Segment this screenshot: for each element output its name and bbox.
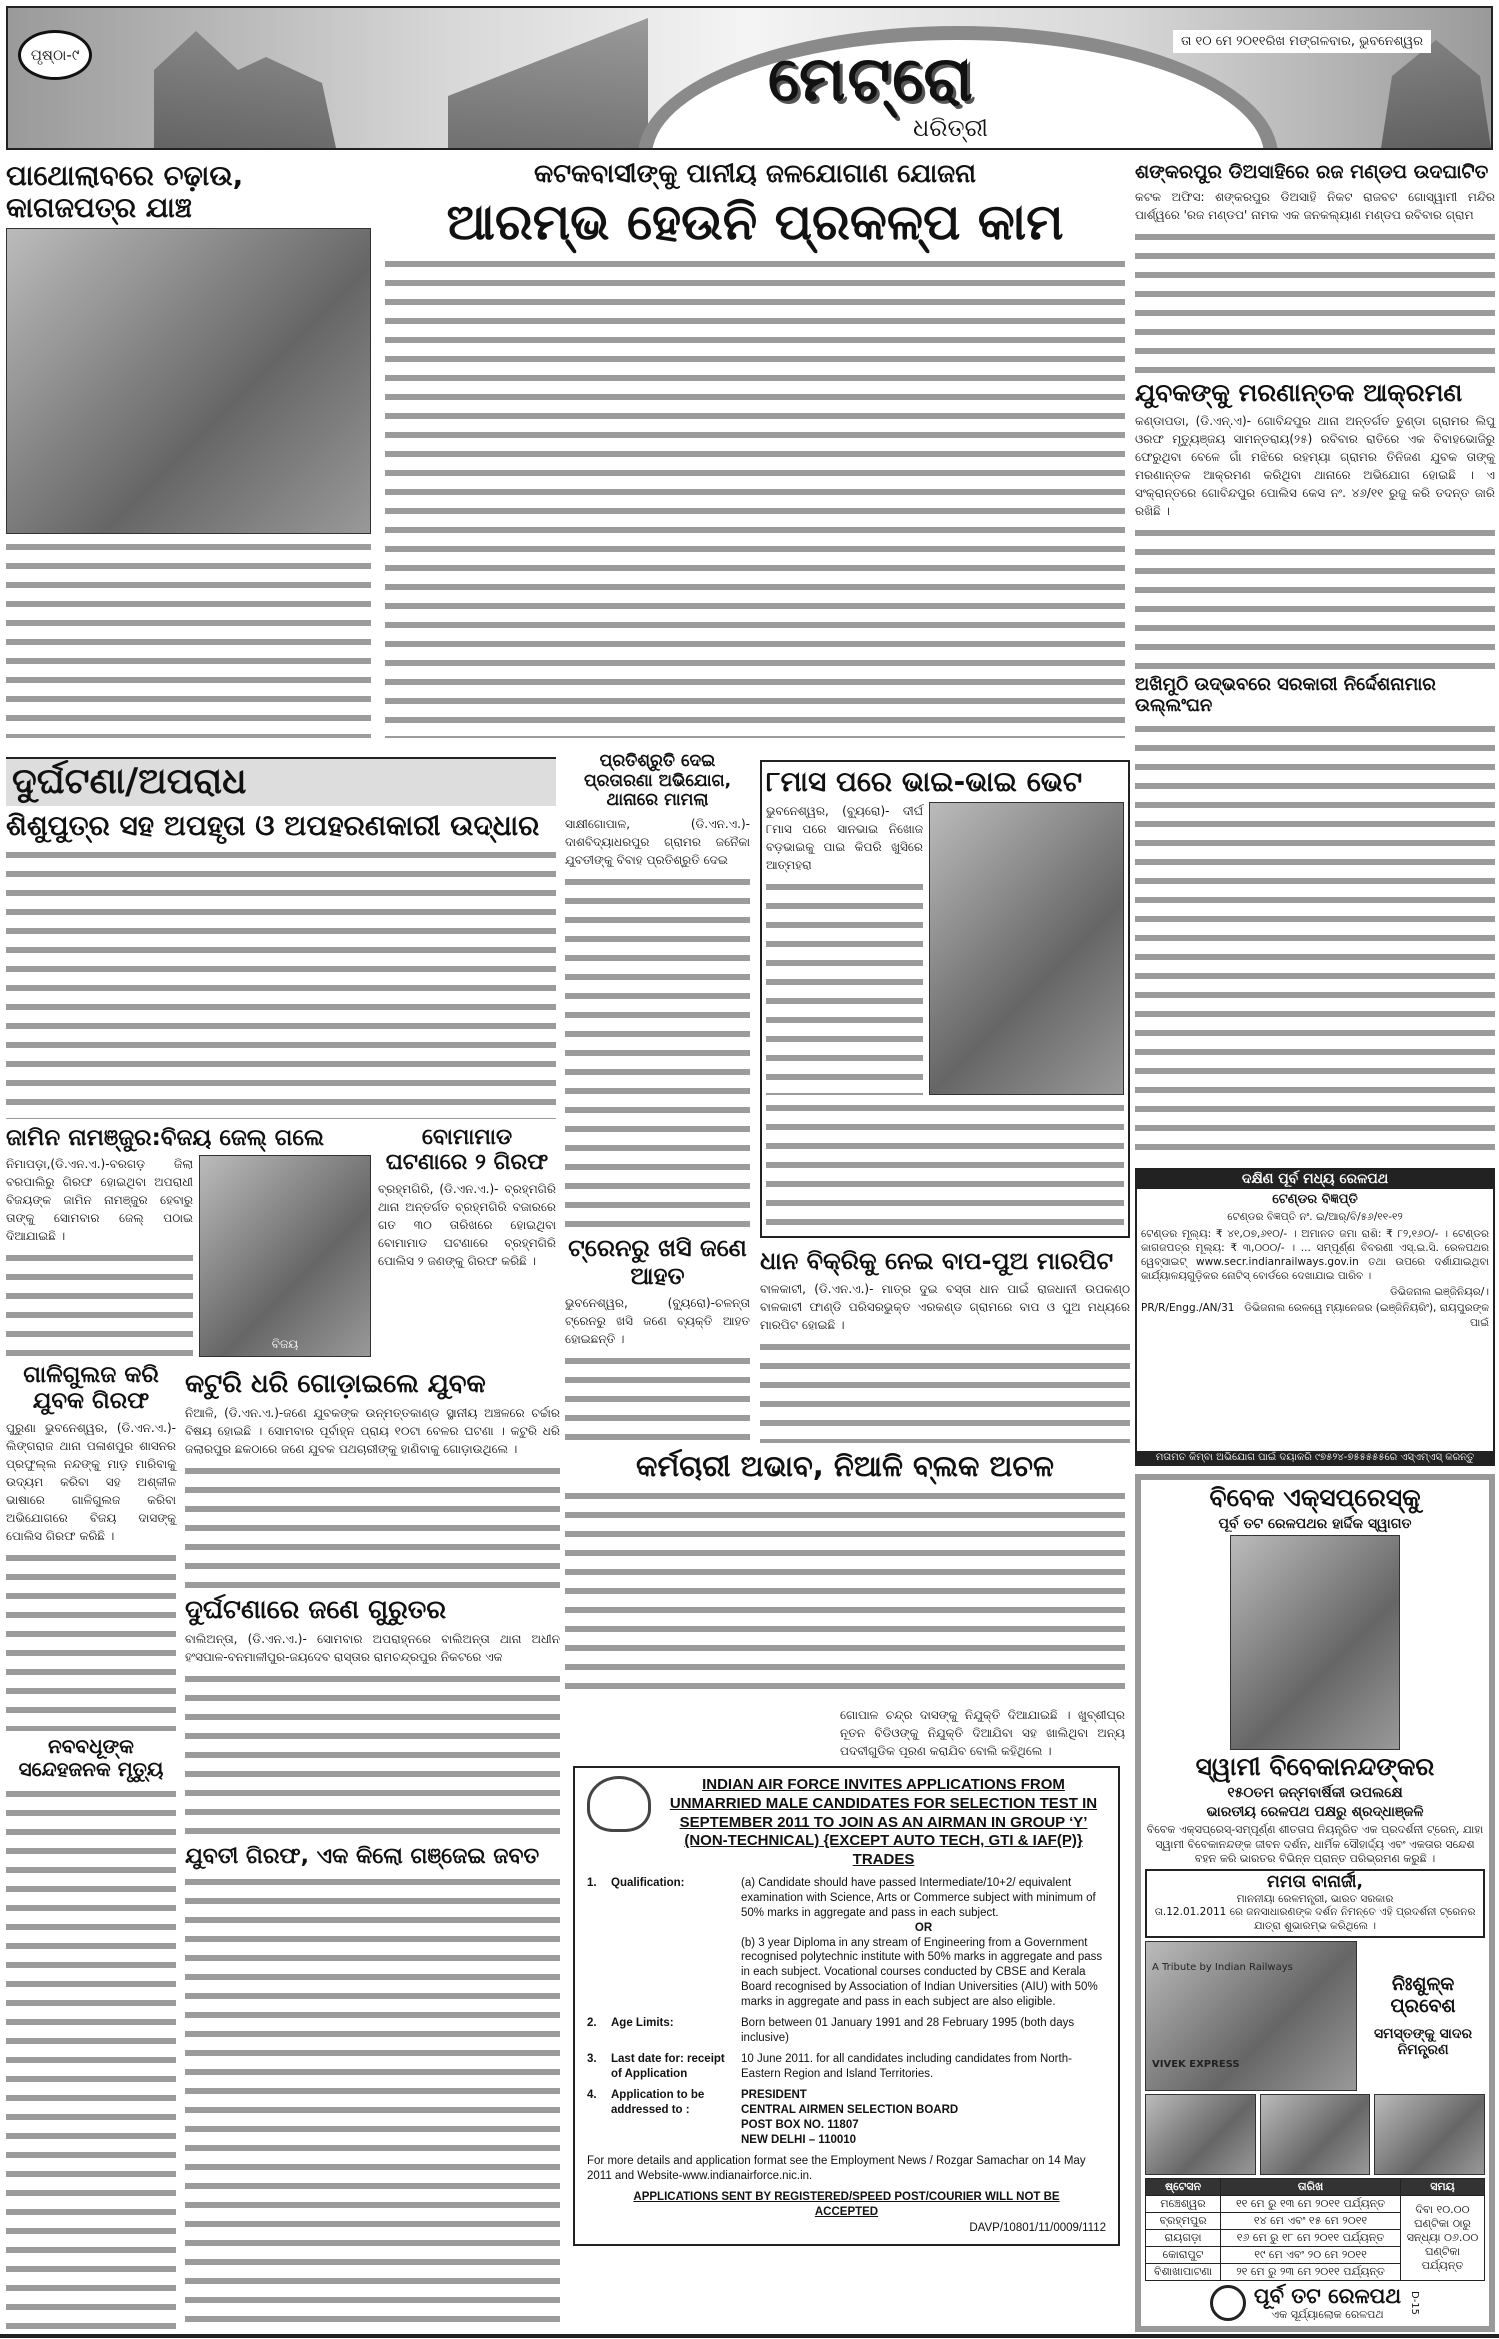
headline-bride: ନବବଧୂଙ୍କ ସନ୍ଦେହଜନକ ମୃତ୍ୟୁ bbox=[18, 1733, 164, 1781]
railway-emblem-icon bbox=[1210, 2285, 1246, 2321]
article-body bbox=[1135, 720, 1495, 1162]
train-name: VIVEK EXPRESS bbox=[1152, 2059, 1240, 2071]
article-lead: ବ୍ରହ୍ମଗିରି, (ଡି.ଏନ.ଏ.)- ବ୍ରହ୍ମଗିରି ଥାନା ଅନ୍ତର୍ଗତ ବ୍ରହ୍ମଗିରି ବଜାରରେ ଗତ ୩୦ ତାରିଖରେ ହୋଇଥିବା ବୋମାମାଡ ଘଟଣାରେ ବ୍ରହ୍ମଗିରି ପୋଲିସ ୨ ଜଣଙ୍କୁ ଗିରଫ କରିଛି । bbox=[378, 1181, 556, 1268]
article-lead: ବାଳକାଟୀ, (ଡି.ଏନ.ଏ.)- ମାତ୍ର ଦୁଇ ବସ୍ତା ଧାନ ପାଇଁ ରାଜଧାନୀ ଉପକଣ୍ଠ ବାଳକାଟୀ ଫାଣ୍ଡି ପରିସରଭୁକ୍ତ ଏରକଣ୍ଡ ଗ୍ରାମରେ ବାପ ଓ ପୁଅ ମଧ୍ୟରେ ମାରପିଟ ହୋଇଛି । bbox=[760, 1281, 1130, 1332]
cell: ୧୯ ମେ ଏବଂ ୨୦ ମେ ୨୦୧୧ bbox=[1221, 2246, 1401, 2263]
item-value: (b) 3 year Diploma in any stream of Engineering from a Government recognised polytechnic institute with 50% marks in aggregate and pass in each subject. Vocational courses conducted by CBSE and Kerala Board recognised by Association of Indian Universities (AIU) with 50% marks in aggregate and pass in each subject are also eligible. bbox=[741, 1936, 1103, 2009]
article-body bbox=[385, 255, 1125, 738]
article-body bbox=[185, 1462, 560, 1593]
exhibit-photo bbox=[1374, 2094, 1485, 2175]
article-body bbox=[6, 846, 556, 1119]
iaf-warning: APPLICATIONS SENT BY REGISTERED/SPEED POST/COURIER WILL NOT BE ACCEPTED bbox=[633, 2190, 1060, 2218]
iaf-ad bbox=[573, 1766, 1120, 2246]
article-body bbox=[766, 1099, 1124, 1232]
exhibit-photo bbox=[1260, 2094, 1371, 2175]
headline-main: ଆରମ୍ଭ ହେଉନି ପ୍ରକଳ୍ପ କାମ bbox=[446, 192, 1064, 251]
free-entry: ନିଃଶୁଳ୍କ ପ୍ରବେଶ bbox=[1390, 1973, 1456, 2017]
ecor-tagline: ଏକ ସୂର୍ଯ୍ୟାଲୋକ ରେଳପଥ bbox=[1271, 2308, 1384, 2322]
tender-sign: ଡିଭିଜନାଲ ଇଞ୍ଜିନିୟର/। bbox=[1390, 1286, 1489, 1299]
headline-ganja: ଯୁବତୀ ଗିରଫ, ଏକ କିଲୋ ଗଞ୍ଜେଇ ଜବତ bbox=[185, 1843, 540, 1869]
article-lead: ଭୁବନେଶ୍ୱର, (ବ୍ୟୁରୋ)-ଚଳନ୍ତା ଟ୍ରେନରୁ ଖସି ଜଣେ ବ୍ୟକ୍ତି ଆହତ ହୋଇଛନ୍ତି । bbox=[565, 1296, 750, 1347]
or-label: OR bbox=[914, 1921, 933, 1934]
headline-abuse: ଗାଳିଗୁଲଜ କରି ଯୁବକ ଗିରଫ bbox=[23, 1362, 159, 1415]
cell: ୨୧ ମେ ରୁ ୨୩ ମେ ୨୦୧୧ ପର୍ଯ୍ୟନ୍ତ bbox=[1221, 2263, 1401, 2280]
article-lead: ନିଆଳି, (ଡି.ଏନ.ଏ.)-ଜଣେ ଯୁବକଙ୍କ ଉନ୍ମତ୍ତକାଣ୍ଡ ସ୍ଥାନୀୟ ଅଞ୍ଚଳରେ ଚର୍ଚ୍ଚାର ବିଷୟ ହୋଇଛି । ସୋମବାର ପୂର୍ବାହ୍ନ ପ୍ରାୟ ୧୦ଟା ବେଳର ଘଟଣା । କଟୁରି ଧରି ଜଲାରପୁର ଛକଠାରେ ଜଣେ ଯୁବକ ପଥଚାରୀଙ୍କୁ ହାଣିବାକୁ ଗୋଡ଼ାଉଥିଲେ । bbox=[185, 1405, 560, 1456]
headline-bail: ଜାମିନ ନାମଞ୍ଜୁର:ବିଜୟ ଜେଲ୍ ଗଲେ bbox=[6, 1125, 324, 1151]
headline-child-rescue: ଶିଶୁପୁତ୍ର ସହ ଅପହୃତା ଓ ଅପହରଣକାରୀ ଉଦ୍ଧାର bbox=[6, 808, 540, 842]
col-date: ତାରିଖ bbox=[1221, 2178, 1401, 2195]
headline-staff: କର୍ମଚାରୀ ଅଭାବ, ନିଆଳି ବ୍ଲକ ଅଚଳ bbox=[636, 1449, 1054, 1483]
item-value: PRESIDENT CENTRAL AIRMEN SELECTION BOARD POST BOX NO. 11807 NEW DELHI – 110010 bbox=[741, 2088, 959, 2146]
invitation: ସମସ୍ତଙ୍କୁ ସାଦର ନିମନ୍ତ୍ରଣ bbox=[1374, 2025, 1473, 2058]
vivek-desc: ବିବେକ ଏକ୍ସପ୍ରେସ୍-ସମ୍ପୂର୍ଣ୍ଣ ଶୀତତାପ ନିୟନ୍ତ୍ରିତ ଏକ ପ୍ରଦର୍ଶନୀ ଟ୍ରେନ୍, ଯାହା ସ୍ୱାମୀ ବିବେକାନନ୍ଦଙ୍କ ଜୀବନ ଦର୍ଶନ, ଧାର୍ମିକ ସୌହାର୍ଦ୍ଦ୍ୟ ଏବଂ ଏକତାର ସନ୍ଦେଶ ବହନ କରି ଭାରତର ବିଭିନ୍ନ ପ୍ରାନ୍ତ ପରିଭ୍ରମଣ କରୁଛି । bbox=[1146, 1823, 1484, 1865]
building-image bbox=[448, 18, 648, 148]
article-body bbox=[6, 538, 371, 738]
article-body bbox=[6, 1785, 176, 2330]
logo-sub: ଧରିତ୍ରୀ bbox=[913, 114, 988, 142]
item-value: Born between 01 January 1991 and 28 February 1995 (both days inclusive) bbox=[741, 2017, 1075, 2045]
cell-time: ଦିବା ୧୦.୦୦ ଘଣ୍ଟିକା ଠାରୁ ସନ୍ଧ୍ୟା ୦୬.୦୦ ଘଣ୍ଟିକା ପର୍ଯ୍ୟନ୍ତ bbox=[1401, 2195, 1485, 2280]
cell: ୧୧ ମେ ରୁ ୧୩ ମେ ୨୦୧୧ ପର୍ଯ୍ୟନ୍ତ bbox=[1221, 2195, 1401, 2212]
article-body bbox=[565, 873, 750, 1232]
article-photo bbox=[6, 228, 371, 533]
item-number: 1. bbox=[587, 1876, 597, 1889]
item-label: Age Limits: bbox=[611, 2017, 674, 2030]
vivek-express-ad bbox=[1135, 1474, 1495, 2332]
cell: ୧୪ ମେ ଏବଂ ୧୫ ମେ ୨୦୧୧ bbox=[1221, 2212, 1401, 2229]
tender-org: ଦକ୍ଷିଣ ପୂର୍ବ ମଧ୍ୟ ରେଳପଥ bbox=[1137, 1170, 1493, 1189]
tender-ad bbox=[1135, 1168, 1495, 1466]
minister-note: ତା.12.01.2011 ରେ ଜନସାଧାରଣଙ୍କ ଦର୍ଶନ ନିମନ୍ତେ ଏହି ପ୍ରଦର୍ଶନୀ ଟ୍ରେନର ଯାତ୍ରା ଶୁଭାରମ୍ଭ କରିଥିଲେ । bbox=[1154, 1906, 1476, 1933]
article-body bbox=[565, 1487, 1125, 1702]
tender-number: ଟେଣ୍ଡର ବିଜ୍ଞପ୍ତି ନଂ. ଇ/ଆର୍/ବି/୫୬/୧୧-୧୨ bbox=[1227, 1211, 1403, 1224]
section-header: ଦୁର୍ଘଟଣା/ଅପରାଧ bbox=[6, 757, 556, 806]
item-value: 10 June 2011. for all candidates including candidates from North-Eastern Region and Island Territories. bbox=[741, 2053, 1072, 2080]
article-lead: ପୁରୁଣା ଭୁବନେଶ୍ୱର, (ଡି.ଏନ.ଏ.)- ଲିଙ୍ଗରାଜ ଥାନା ପଳାଶପୁର ଶାସନର ପ୍ରଫୁଲ୍ଲ ନନ୍ଦଙ୍କୁ ମାଡ଼ ମାରିବାକୁ ଉଦ୍ୟମ କରିବା ସହ ଅଶ୍ଳୀଳ ଭାଷାରେ ଗାଳିଗୁଲଜ କରିବା ଅଭିଯୋଗରେ ବିଜୟ ଦାସଙ୍କୁ ପୋଲିସ ଗିରଫ କରିଛି । bbox=[6, 1420, 176, 1543]
iaf-code: DAVP/10801/11/0009/1112 bbox=[969, 2222, 1106, 2235]
headline-raja-mandap: ଶଙ୍କରପୁର ଡିଅସାହିରେ ରଜ ମଣ୍ଡପ ଉଦଘାଟିତ bbox=[1135, 161, 1489, 183]
headline-brothers: ୮ମାସ ପରେ ଭାଇ-ଭାଇ ଭେଟ bbox=[766, 765, 1083, 798]
vivek-line1: ୧୫୦ତମ ଜନ୍ମବାର୍ଷିକୀ ଉପଲକ୍ଷେ bbox=[1227, 1785, 1403, 1802]
date-line: ତା ୧୦ ମେ ୨୦୧୧ରିଖ ମଙ୍ଗଳବାର, ଭୁବନେଶ୍ୱର bbox=[1173, 30, 1431, 53]
item-number: 2. bbox=[587, 2017, 597, 2030]
article-body bbox=[6, 1549, 176, 1731]
tender-footer: ମତାମତ କିମ୍ବା ଅଭିଯୋଗ ପାଇଁ ଦୟାକରି ୯୭୫୨୪-୭୫୫୫୫୫ରେ ଏସ୍ଏମ୍ଏସ୍ କରନ୍ତୁ bbox=[1137, 1451, 1493, 1465]
article-body bbox=[185, 1670, 560, 1840]
headline-accident: ଦୁର୍ଘଟଣାରେ ଜଣେ ଗୁରୁତର bbox=[185, 1595, 447, 1626]
cell: ୧୬ ମେ ରୁ ୧୮ ମେ ୨୦୧୧ ପର୍ଯ୍ୟନ୍ତ bbox=[1221, 2229, 1401, 2246]
vivek-subtitle: ପୂର୍ବ ତଟ ରେଳପଥର ହାର୍ଦ୍ଦିକ ସ୍ୱାଗତ bbox=[1218, 1515, 1412, 1532]
cell: ରାୟଗଡ଼ା bbox=[1146, 2229, 1221, 2246]
ad-code: D-15 bbox=[1409, 2290, 1421, 2315]
minister-role: ମାନନୀୟା ରେଳମନ୍ତ୍ରୀ, ଭାରତ ସରକାର bbox=[1236, 1892, 1394, 1905]
iaf-emblem-icon bbox=[587, 1776, 651, 1832]
vivek-title: ବିବେକ ଏକ୍ସପ୍ରେସ୍‌କୁ bbox=[1209, 1483, 1421, 1512]
vivek-line2: ଭାରତୀୟ ରେଳପଥ ପକ୍ଷରୁ ଶ୍ରଦ୍ଧାଞ୍ଜଳି bbox=[1206, 1804, 1424, 1821]
brothers-photo bbox=[929, 802, 1124, 1095]
article-lead: ବାଲିଅନ୍ତା, (ଡି.ଏନ.ଏ.)- ସୋମବାର ଅପରାହ୍ନରେ ବାଲିଅନ୍ତା ଥାନା ଅଧୀନ ହଂସପାଳ-ବନମାଳୀପୁର-ଜୟଦେବ ରାସ୍ତାର ରାମଚନ୍ଦ୍ରପୁର ନିକଟରେ ଏକ bbox=[185, 1632, 560, 1665]
article-lead: କଟକ ଅଫିସ: ଶଙ୍କରପୁର ଡିଅସାହି ନିକଟ ରାଜବଟ ଗୋସ୍ୱାମୀ ମନ୍ଦିର ପାର୍ଶ୍ୱରେ 'ରଜ ମଣ୍ଡପ' ନାମକ ଏକ ଜନକଲ୍ୟାଣ ମଣ୍ଡପ ରବିବାର ଗ୍ରାମ bbox=[1135, 189, 1495, 222]
vivek-name: ସ୍ୱାମୀ ବିବେକାନନ୍ଦଙ୍କର bbox=[1195, 1752, 1435, 1782]
iaf-more-info: For more details and application format see the Employment News / Rozgar Samachar on 14 May 2011 and Website-www.indianairforce.nic.in. bbox=[587, 2154, 1086, 2182]
headline-attack: ଯୁବକଙ୍କୁ ମରଣାନ୍ତକ ଆକ୍ରମଣ bbox=[1135, 378, 1463, 408]
vivekananda-portrait bbox=[1230, 1535, 1400, 1751]
headline-train: ଟ୍ରେନରୁ ଖସି ଜଣେ ଆହତ bbox=[568, 1234, 747, 1290]
article-body bbox=[1135, 228, 1495, 375]
article-body bbox=[760, 1338, 1130, 1443]
minister-name: ମମତା ବାନାର୍ଜୀ, bbox=[1267, 1872, 1363, 1893]
article-body bbox=[185, 1873, 560, 2330]
headline-kicker: କଟକବାସୀଙ୍କୁ ପାନୀୟ ଜଳଯୋଗାଣ ଯୋଜନା bbox=[533, 159, 977, 189]
headline-directive: ଅଖିମୁଠି ଉଦ୍ଭବରେ ସରକାରୀ ନିର୍ଦ୍ଦେଶନାମାର ଉଲ୍ଲଂଘନ bbox=[1135, 674, 1436, 716]
article-body bbox=[766, 878, 923, 1095]
tender-ref: PR/R/Engg./AN/31 bbox=[1141, 1302, 1235, 1315]
bottom-rule bbox=[0, 2334, 1499, 2338]
cell: ମଞ୍ଚେଶ୍ୱର bbox=[1146, 2195, 1221, 2212]
logo: ମେଟ୍ରୋ bbox=[768, 42, 975, 115]
article-lead: ସାକ୍ଷୀଗୋପାଳ, (ଡି.ଏନ.ଏ.)- ଦାଶବିଦ୍ୟାଧରପୁର ଗ୍ରାମର ଜନୈକା ଯୁବତୀଙ୍କୁ ବିବାହ ପ୍ରତିଶ୍ରୁତି ଦେଇ bbox=[565, 816, 750, 867]
schedule-table bbox=[1145, 2178, 1485, 2281]
ecor-name: ପୂର୍ବ ତଟ ରେଳପଥ bbox=[1253, 2283, 1402, 2308]
cell: ବ୍ରହ୍ମପୁର bbox=[1146, 2212, 1221, 2229]
article-lead: ନିମାପଡ଼ା,(ଡି.ଏନ.ଏ.)-ବରଗଡ଼ ଜିଲା ବରପାଲିରୁ ଗିରଫ ହୋଇଥିବା ଅପରାଧୀ ବିଜୟଙ୍କ ଜାମିନ ନାମଞ୍ଜୁର ହେବାରୁ ତାଙ୍କୁ ସୋମବାର ଜେଲ୍ ପଠାଇ ଦିଆଯାଇଛି । bbox=[6, 1157, 193, 1244]
article-lead: ଭୁବନେଶ୍ୱର, (ବ୍ୟୁରୋ)- ଦୀର୍ଘ ୮ମାସ ପରେ ସାନଭାଇ ନିଖୋଜ ବଡ଼ଭାଇକୁ ପାଇ କିପରି ଖୁସିରେ ଆତ୍ମହରା bbox=[766, 804, 923, 873]
item-value: (a) Candidate should have passed Intermediate/10+2/ equivalent examination with Science, Arts or Commerce subject with minimum of 50% marks in aggregate and pass in each subject. bbox=[741, 1876, 1096, 1919]
article-lead: କଣ୍ଡାପଡା, (ଡି.ଏନ୍.ଏ)- ଗୋବିନ୍ଦପୁର ଥାନା ଅନ୍ତର୍ଗତ ତୁଣ୍ଡା ଗ୍ରାମର ଲିପୁ ଓରଫ ମୃତ୍ୟୁଞ୍ଜୟ ସାମନ୍ତରାୟ(୨୫) ରବିବାର ରାତିରେ ଏକ ବିବାହଭୋଜିରୁ ଫେରୁଥିବା ବେଳେ ଗାଁ ମଝିରେ ରହମ୍ୟା ଗ୍ରାମର ତିନିଜଣ ଯୁବକ ତାଙ୍କୁ ମରଣାନ୍ତକ ଆକ୍ରମଣ କରିଥିବା ଥାନାରେ ଅଭିଯୋଗ ହୋଇଛି । ଏ ସଂକ୍ରାନ୍ତରେ ଗୋବିନ୍ଦପୁର ପୋଲିସ କେସ ନଂ. ୪୬/୧୧ ରୁଜୁ କରି ତଦନ୍ତ ଜାରି ରଖିଛି । bbox=[1135, 413, 1495, 518]
headline-pathology: ପାଥୋଲାବରେ ଚଢ଼ାଉ, କାଗଜପତ୍ର ଯାଞ୍ଚ bbox=[6, 159, 244, 225]
col-station: ଷ୍ଟେସନ bbox=[1146, 2178, 1221, 2195]
iaf-title: INDIAN AIR FORCE INVITES APPLICATIONS FROM UNMARRIED MALE CANDIDATES FOR SELECTION TEST IN SEPTEMBER 2011 TO JOIN AS AN AIRMAN IN GROUP ‘Y’ (NON-TECHNICAL) {EXCEPT AUTO TECH, GTI & IAF(P)} TRADES bbox=[669, 1776, 1098, 1868]
article-body bbox=[6, 1249, 193, 1357]
tender-title: ଟେଣ୍ଡର ବିଜ୍ଞପ୍ତି bbox=[1272, 1191, 1358, 1207]
vijay-photo bbox=[199, 1155, 371, 1357]
page-number: ପୃଷ୍ଠା-୯ bbox=[18, 30, 92, 80]
item-label: Qualification: bbox=[611, 1876, 685, 1889]
cell: କୋରାପୁଟ bbox=[1146, 2246, 1221, 2263]
item-label: Application to be addressed to : bbox=[611, 2088, 705, 2116]
temple-image bbox=[98, 18, 378, 148]
article-tail: ଗୋପାଳ ଚନ୍ଦ୍ର ଦାସଙ୍କୁ ନିଯୁକ୍ତି ଦିଆଯାଇଛି । ଖୁବ୍‌ଶୀଘ୍ର ନୂତନ ବିଡିଓଙ୍କୁ ନିଯୁକ୍ତି ଦିଆଯିବା ସହ ଖାଲିଥିବା ଅନ୍ୟ ପଦବୀଗୁଡିକ ପୂରଣ କରାଯିବ ବୋଲି କହିଥିଲେ । bbox=[840, 1708, 1125, 1758]
cell: ବିଶାଖାପାଟଣା bbox=[1146, 2263, 1221, 2280]
tender-sign2: ଡିଭିଜନାଲ ରେଳୱେ ମ୍ୟାନେଜର (ଇଞ୍ଜିନିୟରିଂ), ରାୟପୁରଙ୍କ ପାଇଁ bbox=[1244, 1302, 1489, 1329]
headline-knife: କଟୁରି ଧରି ଗୋଡ଼ାଇଲେ ଯୁବକ bbox=[185, 1369, 486, 1399]
tender-body: ଟେଣ୍ଡର ମୂଲ୍ୟ: ₹ ୪୧,୦୭,୬୧୦/- । ଅମାନତ ଜମା ରାଶି: ₹ ୮୨,୧୬୦/- । ଟେଣ୍ଡର କାଗଜପତ୍ର ମୂଲ୍ୟ: ₹ ୩,୦୦୦/- । ... ସମ୍ପୂର୍ଣ୍ଣ ବିବରଣୀ ଏସ୍.ଇ.ସି. ରେଳପଥର ୱେବ୍‌ସାଇଟ୍ www.secr.indianrailways.gov.in ତଥା ଉପରେ ଦର୍ଶାଯାଇଥିବା କାର୍ଯ୍ୟାଳୟଗୁଡ଼ିକର ନୋଟିସ୍ ବୋର୍ଡରେ ଦେଖାଯାଇ ପାରିବ । bbox=[1141, 1227, 1489, 1283]
photo-caption: ବିଜୟ bbox=[271, 1337, 299, 1351]
headline-paddy: ଧାନ ବିକ୍ରିକୁ ନେଇ ବାପ-ପୁଅ ମାରପିଟ bbox=[760, 1247, 1114, 1275]
headline-promise: ପ୍ରତିଶ୍ରୁତି ଦେଇ ପ୍ରତାରଣା ଅଭିଯୋଗ, ଥାନାରେ ମାମଲା bbox=[583, 751, 732, 811]
article-body bbox=[565, 1352, 750, 1442]
brothers-box bbox=[760, 760, 1130, 1238]
item-number: 3. bbox=[587, 2053, 597, 2066]
masthead bbox=[6, 6, 1493, 150]
item-label: Last date for: receipt of Application bbox=[611, 2053, 725, 2080]
train-photo bbox=[1145, 1941, 1357, 2092]
col-time: ସମୟ bbox=[1401, 2178, 1485, 2195]
train-text: A Tribute by Indian Railways bbox=[1152, 1961, 1293, 1973]
exhibit-photo bbox=[1145, 2094, 1256, 2175]
item-number: 4. bbox=[587, 2088, 597, 2101]
minister-box bbox=[1145, 1869, 1485, 1937]
article-body bbox=[1135, 524, 1495, 671]
headline-bomb: ବୋମାମାଡ ଘଟଣାରେ ୨ ଗିରଫ bbox=[385, 1125, 549, 1176]
